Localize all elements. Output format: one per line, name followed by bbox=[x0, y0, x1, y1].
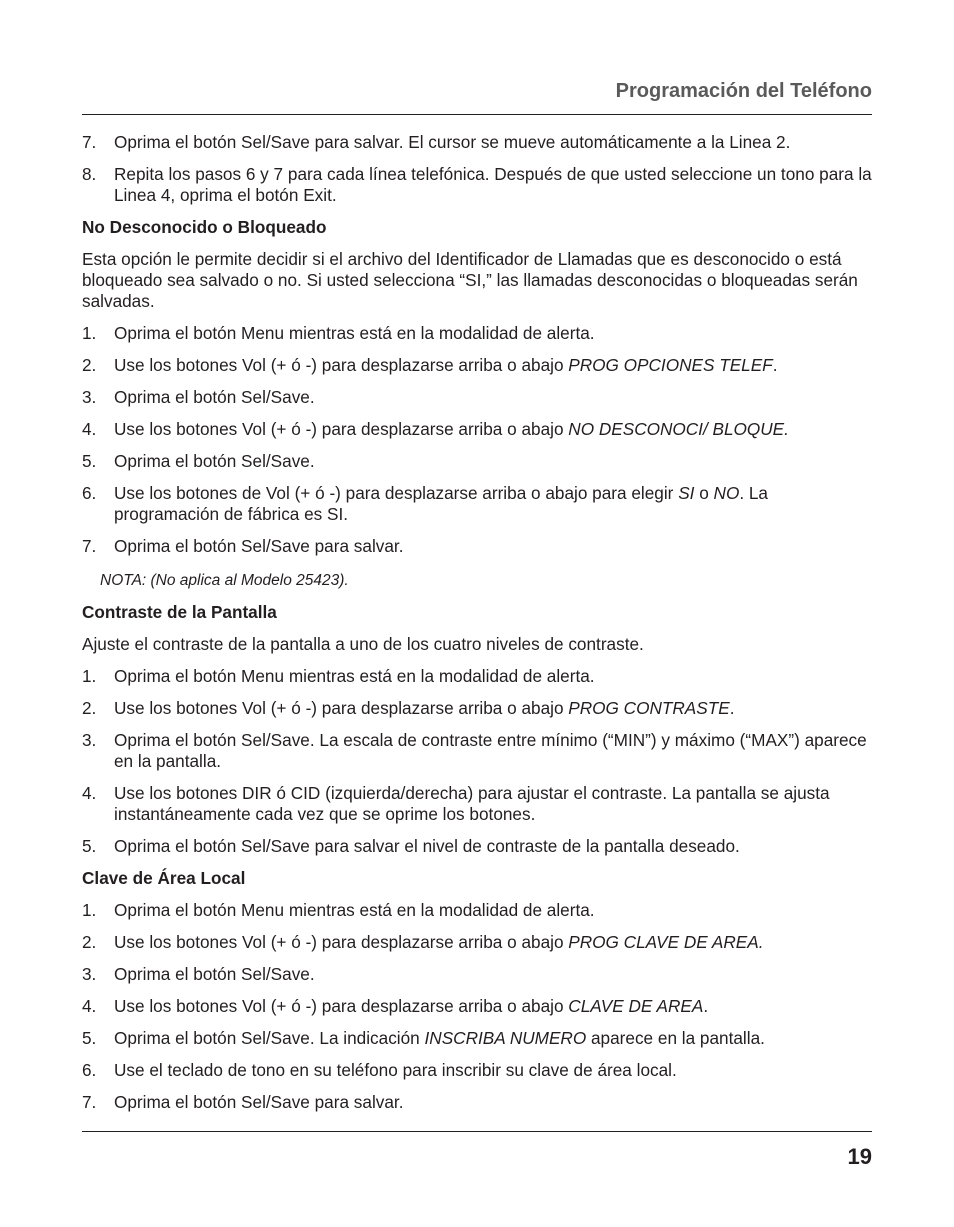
step-text bbox=[114, 419, 789, 439]
step-text bbox=[114, 132, 790, 152]
step-item bbox=[82, 419, 872, 440]
step-number: 3. bbox=[82, 964, 97, 984]
step-segment: Use los botones Vol (+ ó -) para desplazarse arriba o abajo bbox=[114, 932, 569, 952]
step-item bbox=[82, 451, 872, 472]
section-heading: Contraste de la Pantalla bbox=[82, 602, 277, 622]
step-emphasis: PROG CONTRASTE bbox=[568, 698, 730, 718]
step-item bbox=[82, 1060, 872, 1081]
step-segment: o bbox=[694, 483, 714, 503]
section-note: NOTA: (No aplica al Modelo 25423). bbox=[100, 572, 349, 589]
step-number: 1. bbox=[82, 323, 97, 343]
step-emphasis: NO DESCONOCI/ BLOQUE. bbox=[568, 419, 789, 439]
step-text bbox=[114, 387, 315, 407]
step-text bbox=[114, 900, 595, 920]
section-heading: No Desconocido o Bloqueado bbox=[82, 217, 327, 237]
step-number: 4. bbox=[82, 996, 97, 1016]
step-number: 2. bbox=[82, 932, 97, 952]
step-text bbox=[114, 483, 768, 524]
step-item bbox=[82, 1028, 872, 1049]
step-item bbox=[82, 1092, 872, 1113]
step-text bbox=[114, 1028, 765, 1048]
step-text bbox=[114, 932, 763, 952]
step-segment: Oprima el botón Menu mientras está en la modalidad de alerta. bbox=[114, 666, 595, 686]
section-intro: Esta opción le permite decidir si el archivo del Identificador de Llamadas que es desconocido o está bloqueado sea salvado o no. Si usted selecciona “SI,” las llamadas desconocidas o bloqueadas serán salvadas. bbox=[82, 249, 858, 311]
step-segment: Oprima el botón Sel/Save. La escala de contraste entre mínimo (“MIN”) y máximo (“MAX”) aparece en la pantalla. bbox=[114, 730, 867, 771]
step-emphasis: PROG OPCIONES TELEF bbox=[568, 355, 773, 375]
step-emphasis: CLAVE DE AREA bbox=[568, 996, 704, 1016]
step-segment: Use los botones de Vol (+ ó -) para desplazarse arriba o abajo para elegir bbox=[114, 483, 679, 503]
step-item bbox=[82, 132, 872, 153]
step-text bbox=[114, 836, 740, 856]
step-emphasis: INSCRIBA NUMERO bbox=[424, 1028, 587, 1048]
step-number: 2. bbox=[82, 355, 97, 375]
step-text bbox=[114, 964, 315, 984]
step-number: 3. bbox=[82, 730, 97, 750]
step-number: 5. bbox=[82, 836, 97, 856]
step-number: 8. bbox=[82, 164, 97, 184]
step-item bbox=[82, 836, 872, 857]
step-number: 3. bbox=[82, 387, 97, 407]
step-text bbox=[114, 355, 777, 375]
step-text bbox=[114, 730, 867, 771]
step-text bbox=[114, 536, 403, 556]
step-text bbox=[114, 164, 872, 205]
step-number: 5. bbox=[82, 1028, 97, 1048]
step-item bbox=[82, 996, 872, 1017]
step-text bbox=[114, 666, 595, 686]
step-number: 6. bbox=[82, 483, 97, 503]
step-text bbox=[114, 996, 708, 1016]
step-number: 7. bbox=[82, 1092, 97, 1112]
step-item bbox=[82, 964, 872, 985]
step-list bbox=[82, 900, 872, 1113]
section-intro: Ajuste el contraste de la pantalla a uno de los cuatro niveles de contraste. bbox=[82, 634, 644, 654]
step-item bbox=[82, 900, 872, 921]
step-segment: Use los botones Vol (+ ó -) para desplazarse arriba o abajo bbox=[114, 355, 569, 375]
step-segment: . La programación de fábrica es SI. bbox=[114, 483, 768, 524]
step-segment: Oprima el botón Menu mientras está en la modalidad de alerta. bbox=[114, 323, 595, 343]
step-segment: aparece en la pantalla. bbox=[586, 1028, 765, 1048]
step-item bbox=[82, 730, 872, 772]
step-segment: . bbox=[703, 996, 709, 1016]
step-segment: Oprima el botón Sel/Save. La indicación bbox=[114, 1028, 425, 1048]
step-item bbox=[82, 783, 872, 825]
step-number: 4. bbox=[82, 783, 97, 803]
step-segment: Oprima el botón Menu mientras está en la modalidad de alerta. bbox=[114, 900, 595, 920]
step-emphasis: PROG CLAVE DE AREA. bbox=[568, 932, 764, 952]
section-heading: Clave de Área Local bbox=[82, 868, 246, 888]
step-item bbox=[82, 666, 872, 687]
step-segment: Repita los pasos 6 y 7 para cada línea telefónica. Después de que usted seleccione un tono para la Linea 4, oprima el botón Exit. bbox=[114, 164, 872, 205]
page-content bbox=[82, 132, 872, 1124]
step-text bbox=[114, 1060, 677, 1080]
step-segment: Use los botones DIR ó CID (izquierda/derecha) para ajustar el contraste. La pantalla se ajusta instantáneamente cada vez que se oprime los botones. bbox=[114, 783, 830, 824]
step-segment: Oprima el botón Sel/Save para salvar el nivel de contraste de la pantalla deseado. bbox=[114, 836, 740, 856]
step-item bbox=[82, 164, 872, 206]
step-segment: Oprima el botón Sel/Save para salvar. El cursor se mueve automáticamente a la Linea 2. bbox=[114, 132, 791, 152]
step-segment: Use los botones Vol (+ ó -) para desplazarse arriba o abajo bbox=[114, 996, 569, 1016]
footer-rule bbox=[82, 1131, 872, 1132]
step-item bbox=[82, 536, 872, 557]
step-item bbox=[82, 323, 872, 344]
step-item bbox=[82, 932, 872, 953]
step-segment: Oprima el botón Sel/Save. bbox=[114, 451, 315, 471]
step-number: 5. bbox=[82, 451, 97, 471]
step-segment: . bbox=[772, 355, 778, 375]
step-item bbox=[82, 483, 872, 525]
step-text bbox=[114, 783, 830, 824]
step-list bbox=[82, 666, 872, 857]
page-header-title: Programación del Teléfono bbox=[615, 80, 872, 102]
step-text bbox=[114, 451, 315, 471]
step-text bbox=[114, 1092, 403, 1112]
step-number: 7. bbox=[82, 536, 97, 556]
step-list bbox=[82, 323, 872, 557]
step-number: 4. bbox=[82, 419, 97, 439]
step-segment: Use los botones Vol (+ ó -) para desplazarse arriba o abajo bbox=[114, 698, 569, 718]
page-number: 19 bbox=[847, 1144, 872, 1169]
step-item bbox=[82, 387, 872, 408]
step-emphasis: SI bbox=[678, 483, 695, 503]
step-number: 1. bbox=[82, 900, 97, 920]
step-segment: Oprima el botón Sel/Save. bbox=[114, 387, 315, 407]
step-item bbox=[82, 698, 872, 719]
step-emphasis: NO bbox=[713, 483, 740, 503]
step-segment: . bbox=[729, 698, 735, 718]
step-segment: Use los botones Vol (+ ó -) para desplazarse arriba o abajo bbox=[114, 419, 569, 439]
step-item bbox=[82, 355, 872, 376]
step-number: 7. bbox=[82, 132, 97, 152]
step-text bbox=[114, 698, 734, 718]
step-segment: Oprima el botón Sel/Save para salvar. bbox=[114, 1092, 404, 1112]
step-segment: Oprima el botón Sel/Save. bbox=[114, 964, 315, 984]
step-number: 6. bbox=[82, 1060, 97, 1080]
step-number: 2. bbox=[82, 698, 97, 718]
step-segment: Oprima el botón Sel/Save para salvar. bbox=[114, 536, 404, 556]
step-segment: Use el teclado de tono en su teléfono para inscribir su clave de área local. bbox=[114, 1060, 677, 1080]
header-rule bbox=[82, 114, 872, 115]
step-text bbox=[114, 323, 595, 343]
step-number: 1. bbox=[82, 666, 97, 686]
intro-step-list bbox=[82, 132, 872, 206]
